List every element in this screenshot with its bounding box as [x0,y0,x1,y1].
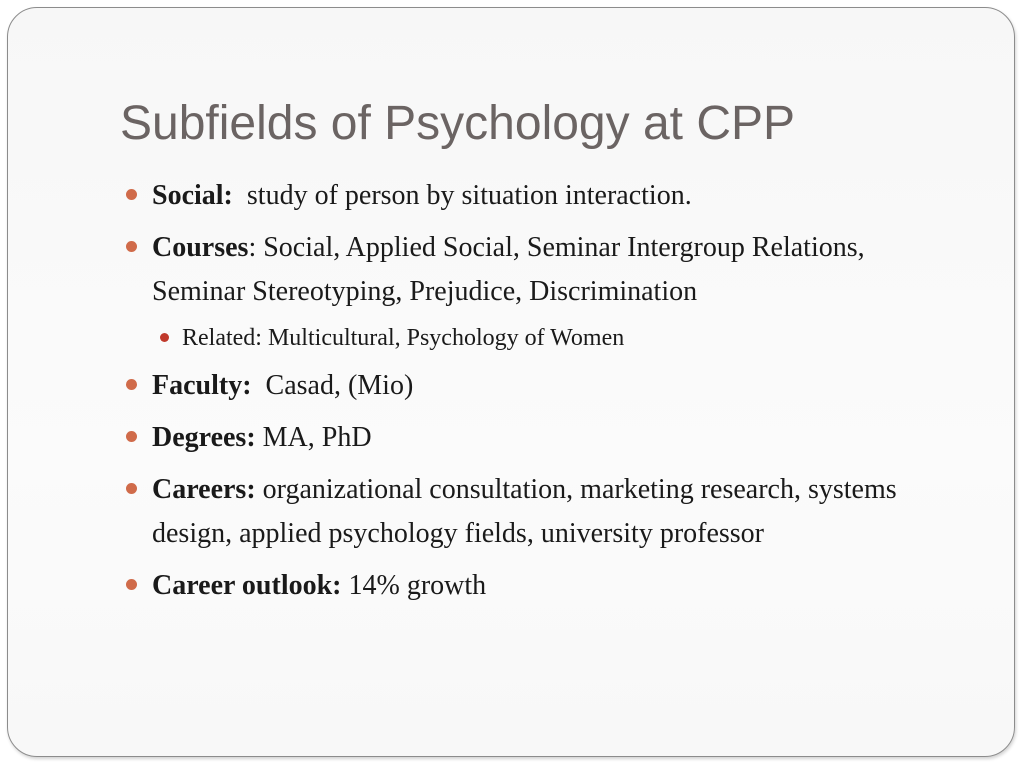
bullet-separator [252,370,266,401]
bullet-career-outlook [126,564,956,608]
bullet-separator [256,422,263,453]
bullet-careers [126,468,956,556]
sub-bullet-related [156,320,956,356]
bullet-social [126,174,956,218]
bullet-separator: : [248,232,264,263]
bullet-separator [342,570,349,601]
bullet-separator [256,474,263,505]
bullet-label: Courses [152,232,249,263]
bullet-text: Social, Applied Social, Seminar Intergroup Relations, Seminar Stereotyping, Prejudice, Discrimination [152,232,865,307]
bullet-label: Faculty: [152,370,252,401]
bullet-text: 14% growth [348,570,487,601]
bullet-courses [126,226,956,314]
bullet-label: Social: [152,180,233,211]
bullet-text: MA, PhD [262,422,372,453]
bullet-text: Related: Multicultural, Psychology of Women [182,325,625,351]
slide-frame [7,7,1015,757]
bullet-label: Degrees: [152,422,256,453]
bullet-text: study of person by situation interaction. [246,180,692,211]
bullet-label: Careers: [152,474,256,505]
slide-title: Subfields of Psychology at CPP [120,97,796,150]
bullet-text: organizational consultation, marketing research, systems design, applied psychology fields, university professor [152,474,897,549]
bullet-separator [233,180,247,211]
bullet-text: Casad, (Mio) [265,370,414,401]
bullet-faculty [126,364,956,408]
bullet-degrees [126,416,956,460]
bullet-list [126,174,956,616]
bullet-label: Career outlook: [152,570,342,601]
